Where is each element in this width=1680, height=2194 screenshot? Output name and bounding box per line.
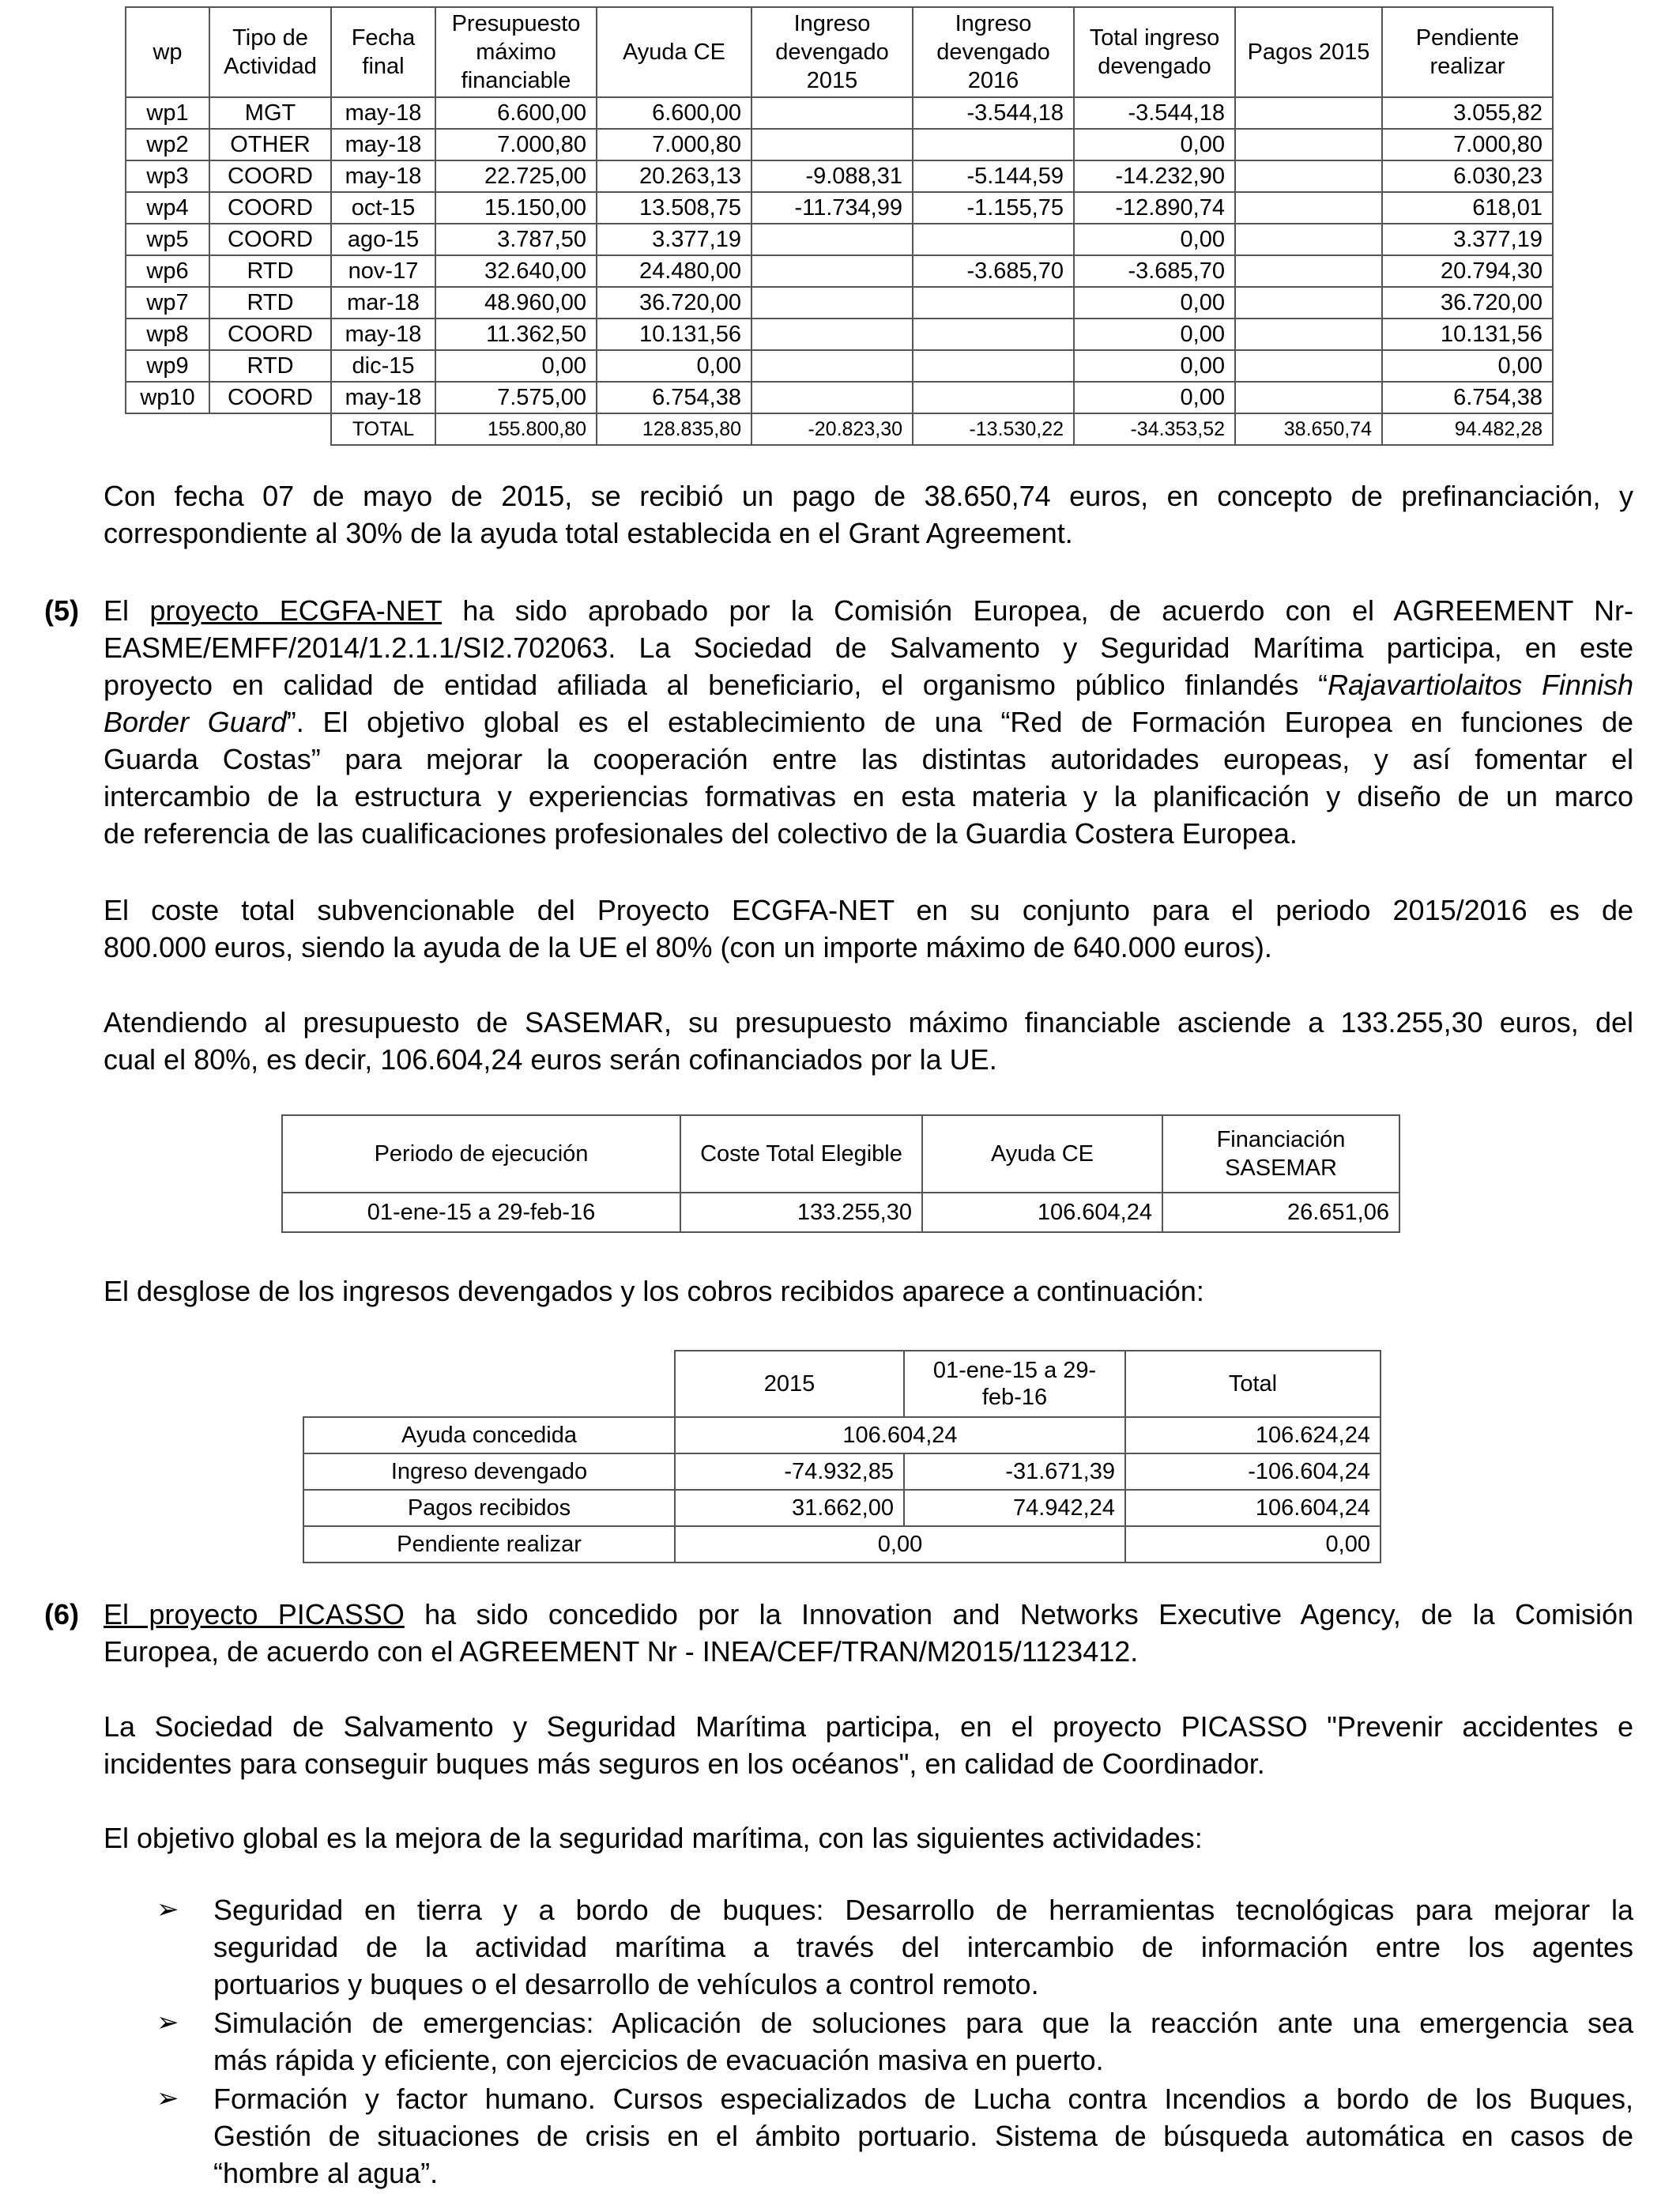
text-line: El coste total subvencionable del Proyecto ECGFA-NET en su conjunto para el periodo 2015/2016 es de (104, 894, 1633, 926)
text-line: intercambio de la estructura y experiencias formativas en esta materia y la planificación y diseño de un marco (104, 780, 1633, 812)
header-wp: wp (126, 7, 209, 97)
header-pagos-2015: Pagos 2015 (1235, 7, 1382, 97)
cell-tipo: OTHER (209, 129, 331, 160)
text-line: Guarda Costas” para mejorar la cooperación entre las distintas autoridades europeas, y así fomentar el (104, 743, 1633, 775)
table-row (126, 224, 1553, 255)
cell-tipo: COORD (209, 192, 331, 224)
cell-pendiente: 3.377,19 (1382, 224, 1553, 255)
sasemar-budget-paragraph (104, 1004, 1633, 1078)
cell-pendiente: 7.000,80 (1382, 129, 1553, 160)
empty-corner-cell (303, 1351, 675, 1417)
cell-periodo: 01-ene-15 a 29-feb-16 (282, 1193, 680, 1232)
text-line: Europea, de acuerdo con el AGREEMENT Nr - INEA/CEF/TRAN/M2015/1123412. (104, 1635, 1139, 1668)
project-name-ecgfa: proyecto ECGFA-NET (149, 594, 443, 627)
cell-pendiente: 3.055,82 (1382, 97, 1553, 129)
cell-ingreso-2015 (751, 319, 913, 350)
cell-ingreso-2015 (751, 129, 913, 160)
cell-ingreso-2016 (913, 319, 1074, 350)
cell-pagos-2015 (1235, 224, 1382, 255)
bullet-item-seguridad (213, 1891, 1633, 2003)
cell-wp: wp7 (126, 287, 209, 319)
cell-presupuesto: 32.640,00 (435, 255, 597, 287)
cell-wp: wp3 (126, 160, 209, 192)
cell-wp: wp5 (126, 224, 209, 255)
table-row (126, 319, 1553, 350)
ecgfa-table-header-row (282, 1115, 1399, 1193)
total-value: 0,00 (1125, 1526, 1381, 1563)
cell-ayuda: 3.377,19 (597, 224, 751, 255)
cell-tipo: COORD (209, 382, 331, 413)
text-segment: ha sido aprobado por la Comisión Europea, de acuerdo con el AGREEMENT Nr- (442, 594, 1633, 627)
cell-presupuesto: 22.725,00 (435, 160, 597, 192)
total-pagos-2015: 38.650,74 (1235, 413, 1382, 445)
text-line (104, 1596, 1633, 1633)
table-row (303, 1453, 1381, 1490)
text-segment: ”. El objetivo global es el establecimiento de una “Red de Formación Europea en funciones de (286, 706, 1633, 738)
header-pendiente: Pendiente realizar (1382, 7, 1553, 97)
table-row (126, 129, 1553, 160)
table-row (126, 382, 1553, 413)
cell-total-ingreso: 0,00 (1074, 319, 1235, 350)
cell-presupuesto: 48.960,00 (435, 287, 597, 319)
cell-presupuesto: 15.150,00 (435, 192, 597, 224)
section-number-6: (6) (44, 1598, 79, 1630)
empty-cell (126, 413, 331, 445)
total-value: -106.604,24 (1125, 1453, 1381, 1490)
cell-pagos-2015 (1235, 192, 1382, 224)
wp-table-header-row (126, 7, 1553, 97)
total-total-label: TOTAL (331, 413, 435, 445)
header-ayuda-ce: Ayuda CE (922, 1115, 1162, 1193)
coordinator-paragraph (104, 1708, 1633, 1782)
cell-fecha: oct-15 (331, 192, 435, 224)
row-label: Pendiente realizar (303, 1526, 675, 1563)
cell-fecha: may-18 (331, 160, 435, 192)
cell-pagos-2015 (1235, 129, 1382, 160)
cell-ayuda: 36.720,00 (597, 287, 751, 319)
ecgfa-paragraph (104, 592, 1633, 852)
arrow-bullet-icon: ➢ (156, 2007, 179, 2038)
cell-pendiente: 0,00 (1382, 350, 1553, 382)
header-financiacion-sasemar: Financiación SASEMAR (1162, 1115, 1399, 1193)
header-presupuesto: Presupuesto máximo financiable (435, 7, 597, 97)
prefinancing-paragraph (104, 477, 1633, 552)
cell-ingreso-2016: -5.144,59 (913, 160, 1074, 192)
total-value: 106.604,24 (1125, 1490, 1381, 1526)
objective-paragraph (104, 1819, 1633, 1857)
cell-ayuda: 20.263,13 (597, 160, 751, 192)
cell-pagos-2015 (1235, 382, 1382, 413)
value-2015: 31.662,00 (675, 1490, 904, 1526)
text-line: Formación y factor humano. Cursos especializados de Lucha contra Incendios a bordo de los Buques, (213, 2083, 1633, 2115)
cell-pagos-2015 (1235, 255, 1382, 287)
cell-ingreso-2015 (751, 287, 913, 319)
header-coste-total: Coste Total Elegible (680, 1115, 922, 1193)
cell-wp: wp4 (126, 192, 209, 224)
cell-ingreso-2015 (751, 255, 913, 287)
table-row (303, 1417, 1381, 1453)
text-line: correspondiente al 30% de la ayuda total establecida en el Grant Agreement. (104, 517, 1073, 549)
cell-wp: wp9 (126, 350, 209, 382)
cell-pagos-2015 (1235, 287, 1382, 319)
cell-pendiente: 6.754,38 (1382, 382, 1553, 413)
cell-fecha: nov-17 (331, 255, 435, 287)
cell-ayuda-ce: 106.604,24 (922, 1193, 1162, 1232)
project-name-picasso: El proyecto PICASSO (104, 1598, 405, 1630)
cell-ingreso-2016 (913, 382, 1074, 413)
cell-pagos-2015 (1235, 160, 1382, 192)
header-total: Total (1125, 1351, 1381, 1417)
text-line (104, 666, 1633, 703)
cell-total-ingreso: 0,00 (1074, 129, 1235, 160)
cell-tipo: COORD (209, 224, 331, 255)
text-line: Con fecha 07 de mayo de 2015, se recibió un pago de 38.650,74 euros, en concepto de prefinanciación, y (104, 480, 1633, 512)
table-row (126, 287, 1553, 319)
italic-segment: Border Guard (104, 706, 287, 738)
text-segment: ha sido concedido por la Innovation and Networks Executive Agency, de la Comisión (404, 1598, 1634, 1630)
merged-value: 106.604,24 (675, 1417, 1125, 1453)
header-fecha-final: Fecha final (331, 7, 435, 97)
cell-pagos-2015 (1235, 319, 1382, 350)
cell-wp: wp1 (126, 97, 209, 129)
cell-ingreso-2015 (751, 350, 913, 382)
cell-ingreso-2015 (751, 382, 913, 413)
header-ingreso-2015: Ingreso devengado 2015 (751, 7, 913, 97)
cell-ingreso-2015: -11.734,99 (751, 192, 913, 224)
ecgfa-funding-table (281, 1114, 1400, 1233)
total-pendiente: 94.482,28 (1382, 413, 1553, 445)
total-total-ingreso: -34.353,52 (1074, 413, 1235, 445)
value-2015: -74.932,85 (675, 1453, 904, 1490)
income-breakdown-table (303, 1350, 1381, 1563)
cell-fecha: may-18 (331, 382, 435, 413)
text-line (104, 592, 1633, 629)
cell-tipo: COORD (209, 319, 331, 350)
text-line: 800.000 euros, siendo la ayuda de la UE el 80% (con un importe máximo de 640.000 euros). (104, 931, 1272, 963)
total-value: 106.624,24 (1125, 1417, 1381, 1453)
cell-presupuesto: 3.787,50 (435, 224, 597, 255)
cell-tipo: RTD (209, 255, 331, 287)
arrow-bullet-icon: ➢ (156, 1894, 179, 1924)
table-row (126, 192, 1553, 224)
cell-ingreso-2016: -1.155,75 (913, 192, 1074, 224)
table-row (126, 350, 1553, 382)
header-period: 01-ene-15 a 29-feb-16 (904, 1351, 1125, 1417)
cell-ingreso-2016 (913, 350, 1074, 382)
text-line: Simulación de emergencias: Aplicación de soluciones para que la reacción ante una emergencia sea (213, 2007, 1633, 2039)
cell-ingreso-2015 (751, 224, 913, 255)
cell-coste-total: 133.255,30 (680, 1193, 922, 1232)
italic-segment: Rajavartiolaitos Finnish (1328, 669, 1633, 701)
income-table-header-row (303, 1351, 1381, 1417)
value-period: -31.671,39 (904, 1453, 1125, 1490)
cell-ayuda: 7.000,80 (597, 129, 751, 160)
cell-pendiente: 6.030,23 (1382, 160, 1553, 192)
breakdown-intro-paragraph (104, 1272, 1633, 1310)
text-line: incidentes para conseguir buques más seguros en los océanos", en calidad de Coordinador. (104, 1747, 1265, 1780)
cell-total-ingreso: 0,00 (1074, 350, 1235, 382)
arrow-bullet-icon: ➢ (156, 2083, 179, 2113)
section-number-5: (5) (44, 594, 79, 627)
cell-pagos-2015 (1235, 350, 1382, 382)
cell-ayuda: 13.508,75 (597, 192, 751, 224)
text-line: EASME/EMFF/2014/1.2.1.1/SI2.702063. La Sociedad de Salvamento y Seguridad Marítima participa, en este (104, 631, 1633, 664)
cell-fecha: dic-15 (331, 350, 435, 382)
cell-ingreso-2016 (913, 129, 1074, 160)
cell-ayuda: 6.754,38 (597, 382, 751, 413)
header-2015: 2015 (675, 1351, 904, 1417)
cell-fecha: ago-15 (331, 224, 435, 255)
cell-tipo: RTD (209, 287, 331, 319)
cell-total-ingreso: 0,00 (1074, 287, 1235, 319)
text-line: La Sociedad de Salvamento y Seguridad Marítima participa, en el proyecto PICASSO "Prevenir accidentes e (104, 1710, 1633, 1743)
cell-ingreso-2016 (913, 287, 1074, 319)
cell-ingreso-2015 (751, 97, 913, 129)
text-line: más rápida y eficiente, con ejercicios de evacuación masiva en puerto. (213, 2044, 1104, 2076)
cell-ingreso-2016 (913, 224, 1074, 255)
total-row (126, 413, 1553, 445)
cell-presupuesto: 11.362,50 (435, 319, 597, 350)
cell-fecha: may-18 (331, 129, 435, 160)
row-label: Ingreso devengado (303, 1453, 675, 1490)
cell-presupuesto: 7.575,00 (435, 382, 597, 413)
cell-ayuda: 0,00 (597, 350, 751, 382)
value-period: 74.942,24 (904, 1490, 1125, 1526)
cell-fecha: may-18 (331, 319, 435, 350)
cell-ingreso-2015: -9.088,31 (751, 160, 913, 192)
cell-total-ingreso: -14.232,90 (1074, 160, 1235, 192)
cell-tipo: RTD (209, 350, 331, 382)
cell-financiacion: 26.651,06 (1162, 1193, 1399, 1232)
bullet-item-formacion (213, 2080, 1633, 2192)
cell-presupuesto: 7.000,80 (435, 129, 597, 160)
cell-fecha: may-18 (331, 97, 435, 129)
table-row (303, 1526, 1381, 1563)
total-ingreso-2015: -20.823,30 (751, 413, 913, 445)
bullet-item-simulacion (213, 2004, 1633, 2079)
cell-presupuesto: 0,00 (435, 350, 597, 382)
row-label: Ayuda concedida (303, 1417, 675, 1453)
cell-tipo: MGT (209, 97, 331, 129)
header-ayuda-ce: Ayuda CE (597, 7, 751, 97)
header-tipo-actividad: Tipo de Actividad (209, 7, 331, 97)
row-label: Pagos recibidos (303, 1490, 675, 1526)
cell-ingreso-2016: -3.685,70 (913, 255, 1074, 287)
total-presupuesto: 155.800,80 (435, 413, 597, 445)
cell-ayuda: 6.600,00 (597, 97, 751, 129)
cell-total-ingreso: 0,00 (1074, 224, 1235, 255)
text-line: El objetivo global es la mejora de la seguridad marítima, con las siguientes actividades: (104, 1822, 1203, 1854)
cell-total-ingreso: 0,00 (1074, 382, 1235, 413)
table-row (282, 1193, 1399, 1232)
cell-wp: wp6 (126, 255, 209, 287)
cell-ayuda: 10.131,56 (597, 319, 751, 350)
cell-total-ingreso: -3.544,18 (1074, 97, 1235, 129)
header-periodo: Periodo de ejecución (282, 1115, 680, 1193)
wp-budget-table (125, 6, 1554, 446)
text-line: Seguridad en tierra y a bordo de buques: Desarrollo de herramientas tecnológicas para mejorar la (213, 1894, 1633, 1926)
cell-tipo: COORD (209, 160, 331, 192)
cell-ayuda: 24.480,00 (597, 255, 751, 287)
text-segment: El (104, 594, 150, 627)
cell-total-ingreso: -12.890,74 (1074, 192, 1235, 224)
cell-pendiente: 36.720,00 (1382, 287, 1553, 319)
table-row (303, 1490, 1381, 1526)
table-row (126, 160, 1553, 192)
cell-wp: wp2 (126, 129, 209, 160)
text-line (104, 703, 1633, 741)
header-total-ingreso: Total ingreso devengado (1074, 7, 1235, 97)
text-line: cual el 80%, es decir, 106.604,24 euros serán cofinanciados por la UE. (104, 1043, 997, 1076)
cell-pendiente: 10.131,56 (1382, 319, 1553, 350)
total-ayuda: 128.835,80 (597, 413, 751, 445)
text-line: El desglose de los ingresos devengados y los cobros recibidos aparece a continuación: (104, 1275, 1204, 1307)
text-line: portuarios y buques o el desarrollo de vehículos a control remoto. (213, 1968, 1039, 2000)
text-line: de referencia de las cualificaciones profesionales del colectivo de la Guardia Costera Europea. (104, 817, 1298, 850)
cell-fecha: mar-18 (331, 287, 435, 319)
text-line: “hombre al agua”. (213, 2157, 439, 2189)
text-segment: proyecto en calidad de entidad afiliada al beneficiario, el organismo público finlandés “ (104, 669, 1328, 701)
merged-value: 0,00 (675, 1526, 1125, 1563)
cell-wp: wp10 (126, 382, 209, 413)
cell-wp: wp8 (126, 319, 209, 350)
cell-pendiente: 618,01 (1382, 192, 1553, 224)
text-line: Gestión de situaciones de crisis en el ámbito portuario. Sistema de búsqueda automática en casos de (213, 2120, 1633, 2152)
cell-ingreso-2016: -3.544,18 (913, 97, 1074, 129)
cell-pagos-2015 (1235, 97, 1382, 129)
cell-presupuesto: 6.600,00 (435, 97, 597, 129)
table-row (126, 255, 1553, 287)
wp-table-body (126, 97, 1553, 445)
total-cost-paragraph (104, 892, 1633, 966)
text-line: Atendiendo al presupuesto de SASEMAR, su presupuesto máximo financiable asciende a 133.255,30 euros, del (104, 1006, 1633, 1039)
header-ingreso-2016: Ingreso devengado 2016 (913, 7, 1074, 97)
cell-total-ingreso: -3.685,70 (1074, 255, 1235, 287)
cell-pendiente: 20.794,30 (1382, 255, 1553, 287)
picasso-paragraph (104, 1596, 1633, 1670)
text-line: seguridad de la actividad marítima a través del intercambio de información entre los agentes (213, 1931, 1633, 1963)
total-ingreso-2016: -13.530,22 (913, 413, 1074, 445)
table-row (126, 97, 1553, 129)
